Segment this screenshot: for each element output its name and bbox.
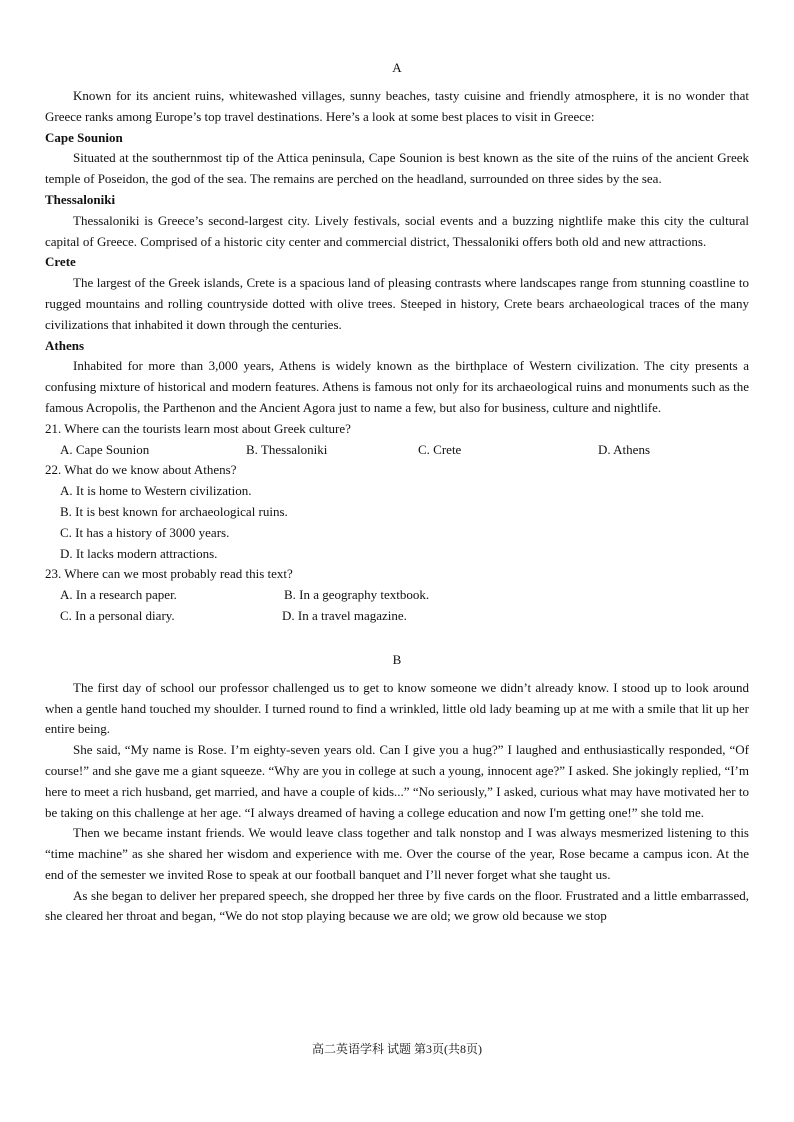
story-paragraph: As she began to deliver her prepared speech, she dropped her three by five cards on the floor. Frustrated and a little embarrassed, she cleared her throat and began, “We do not stop playing because we are old; we grow old because we stop bbox=[45, 887, 749, 924]
option-a: A. Cape Sounion bbox=[60, 441, 150, 457]
place-description: Situated at the southernmost tip of the Attica peninsula, Cape Sounion is best known as the site of the ruins of the ancient Greek temple of Poseidon, the god of the sea. The remains are perched on the headland, surrounded on three sides by the sea. bbox=[45, 150, 749, 187]
option-b: B. It is best known for archaeological ruins. bbox=[60, 503, 288, 519]
story-paragraph: Then we became instant friends. We would leave class together and talk nonstop and I was always mesmerized listening to this “time machine” as she shared her wisdom and experience with me. Over the course of the year, Rose became a campus icon. At the end of the semester we invited Rose to speak at our football banquet and I’ll never forget what she taught us. bbox=[45, 825, 749, 882]
section-a-label: A bbox=[392, 60, 402, 75]
option-d: D. Athens bbox=[598, 441, 650, 457]
place-description: Thessaloniki is Greece’s second-largest city. Lively festivals, social events and a buzzing nightlife make this city the cultural capital of Greece. Comprised of a historic city center and commercial district, Thessaloniki offers both old and new attractions. bbox=[45, 212, 749, 249]
place-heading: Athens bbox=[45, 337, 85, 353]
question-options-row bbox=[45, 440, 749, 461]
place-heading: Thessaloniki bbox=[45, 191, 116, 207]
place-heading: Crete bbox=[45, 254, 76, 270]
intro-paragraph: Known for its ancient ruins, whitewashed villages, sunny beaches, tasty cuisine and friendly atmosphere, it is no wonder that Greece ranks among Europe’s top travel destinations. Here’s a look at some best places to visit in Greece: bbox=[45, 88, 749, 124]
option-c: C. In a personal diary. bbox=[60, 607, 175, 623]
place-description: The largest of the Greek islands, Crete is a spacious land of pleasing contrasts where landscapes range from stunning coastline to rugged mountains and rolling countryside dotted with olive trees. Steeped in history, Crete bears archaeological traces of the many civilizations that inhabited it down through the centuries. bbox=[45, 275, 749, 332]
place-description: Inhabited for more than 3,000 years, Athens is widely known as the birthplace of Western civilization. The city presents a confusing mixture of historical and modern features. Athens is famous not only for its archaeological ruins and monuments such as the famous Acropolis, the Parthenon and the Ancient Agora just to name a few, but also for business, culture and nightlife. bbox=[45, 358, 749, 415]
question-stem: 23. Where can we most probably read this text? bbox=[45, 566, 293, 582]
place-heading: Cape Sounion bbox=[45, 129, 123, 145]
section-b-label: B bbox=[392, 651, 402, 667]
option-b: B. Thessaloniki bbox=[246, 441, 328, 457]
option-b: B. In a geography textbook. bbox=[284, 587, 430, 603]
question-options-row bbox=[45, 606, 749, 627]
option-a: A. It is home to Western civilization. bbox=[60, 483, 252, 499]
story-paragraph: The first day of school our professor challenged us to get to know someone we didn’t already know. I stood up to look around when a gentle hand touched my shoulder. I turned round to find a wrinkled, little old lady beaming up at me with a smile that lit up her entire being. bbox=[45, 679, 749, 737]
question-stem: 21. Where can the tourists learn most about Greek culture? bbox=[45, 420, 351, 436]
question-stem: 22. What do we know about Athens? bbox=[45, 462, 237, 478]
option-d: D. In a travel magazine. bbox=[282, 607, 407, 623]
page-footer: 高二英语学科 试题 第3页(共8页) bbox=[312, 1042, 482, 1056]
option-a: A. In a research paper. bbox=[60, 587, 177, 603]
exam-page bbox=[45, 58, 749, 927]
option-d: D. It lacks modern attractions. bbox=[60, 545, 218, 561]
question-options-row bbox=[45, 585, 749, 606]
option-c: C. Crete bbox=[418, 441, 462, 457]
story-paragraph: She said, “My name is Rose. I’m eighty-seven years old. Can I give you a hug?” I laughed and enthusiastically responded, “Of course!” and she gave me a giant squeeze. “Why are you in college at such a young, innocent age?” I asked. She jokingly replied, “I’m here to meet a rich husband, get married, and have a couple of kids...” “No seriously,” I asked, curious what may have motivated her to be taking on this challenge at her age. “I always dreamed of having a college education and now I'm getting one!” she told me. bbox=[45, 742, 749, 820]
option-c: C. It has a history of 3000 years. bbox=[60, 524, 230, 540]
